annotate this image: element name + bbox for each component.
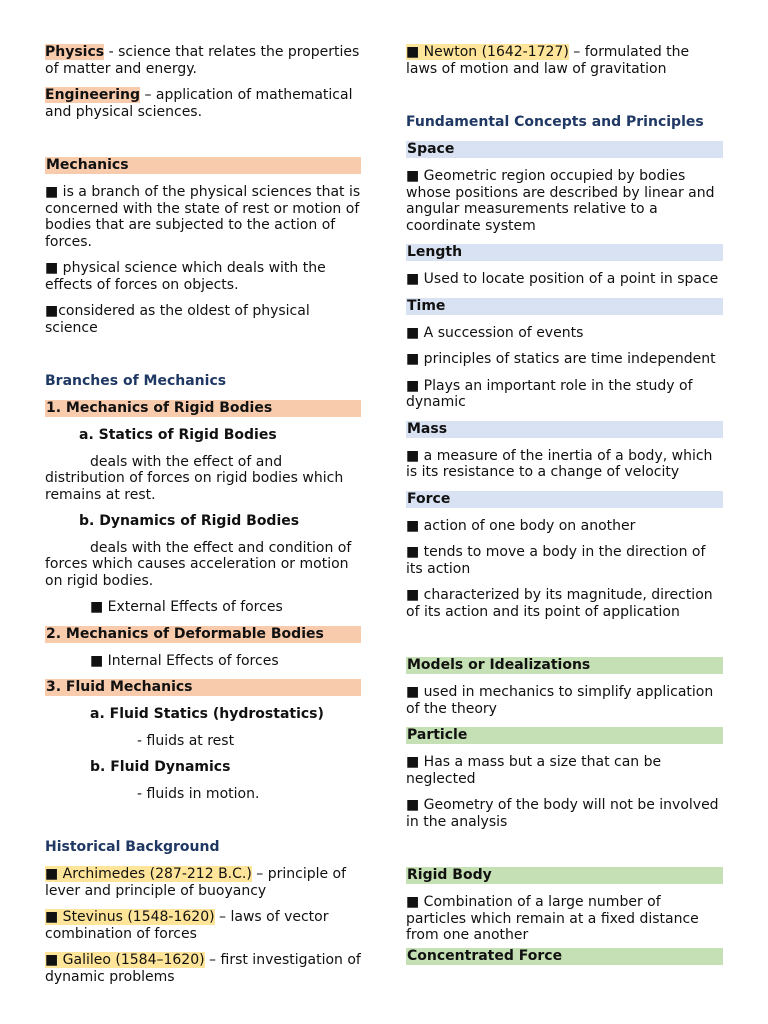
rigid-body-bullet: ■ Combination of a large number of particles which remain at a fixed distance from one another [406,894,699,943]
branch-fluid-mechanics: 3. Fluid Mechanics [45,679,361,696]
history-item-newton: ■ Newton (1642-1727) – formulated the laws of motion and law of gravitation [406,44,690,77]
spacer [406,840,723,867]
history-name: ■ Stevinus (1548-1620) [45,909,215,925]
statics-rigid-desc: deals with the effect of and distribution of forces on rigid bodies which remains at rest. [45,453,344,503]
branch-deformable-bodies: 2. Mechanics of Deformable Bodies [45,626,361,643]
history-name: ■ Archimedes (287-212 B.C.) [45,866,252,882]
fluid-statics-desc: - fluids at rest [137,732,235,749]
engineering-definition: Engineering – application of mathematical and physical sciences. [45,87,353,120]
history-name: ■ Newton (1642-1727) [406,44,569,60]
history-item: ■ Archimedes (287-212 B.C.) – principle of lever and principle of buoyancy [45,866,347,899]
statics-rigid-title: a. Statics of Rigid Bodies [79,427,277,443]
mass-title: Mass [406,421,723,438]
branches-heading: Branches of Mechanics [45,373,227,389]
internal-effects-note: ■ Internal Effects of forces [90,652,279,669]
history-heading: Historical Background [45,839,220,855]
force-bullet: ■ characterized by its magnitude, direction of its action and its point of application [406,587,713,620]
branch-rigid-bodies: 1. Mechanics of Rigid Bodies [45,400,361,417]
mechanics-bullet: ■considered as the oldest of physical science [45,303,310,336]
fluid-dynamics-title: b. Fluid Dynamics [90,759,231,775]
physics-term: Physics [45,44,105,60]
mechanics-bullet: ■ physical science which deals with the effects of forces on objects. [45,260,326,293]
length-title: Length [406,244,723,261]
left-column [45,44,361,995]
fluid-dynamics-desc: - fluids in motion. [137,785,260,802]
time-bullet: ■ principles of statics are time independent [406,351,716,367]
space-bullet: ■ Geometric region occupied by bodies whose positions are described by linear and angular measurements relative to a coordinate system [406,168,715,234]
spacer [406,630,723,657]
history-item: ■ Galileo (1584–1620) – first investigation of dynamic problems [45,952,361,985]
history-name: ■ Galileo (1584–1620) [45,952,205,968]
particle-title: Particle [406,727,723,744]
dynamics-rigid-desc: deals with the effect and condition of forces which causes acceleration or motion on rigid bodies. [45,539,352,589]
physics-definition: Physics - science that relates the properties of matter and energy. [45,44,360,77]
spacer [45,812,361,839]
spacer [45,130,361,157]
concentrated-force-title: Concentrated Force [406,948,723,965]
force-title: Force [406,491,723,508]
force-bullet: ■ action of one body on another [406,517,636,534]
time-bullet: ■ A succession of events [406,324,584,341]
spacer [45,346,361,373]
time-bullet: ■ Plays an important role in the study of dynamic [406,377,693,410]
rigid-body-title: Rigid Body [406,867,723,884]
force-bullet: ■ tends to move a body in the direction of its action [406,544,706,577]
fundamentals-heading: Fundamental Concepts and Principles [406,114,704,130]
particle-bullet: ■ Has a mass but a size that can be neglected [406,754,662,787]
time-title: Time [406,298,723,315]
engineering-term: Engineering [45,87,140,103]
mechanics-bullet: ■ is a branch of the physical sciences that is concerned with the state of rest or motion of bodies that are subjected to the action of forces. [45,184,361,250]
length-bullet: ■ Used to locate position of a point in space [406,271,719,287]
mass-bullet: ■ a measure of the inertia of a body, which is its resistance to a change of velocity [406,447,713,480]
mechanics-title: Mechanics [45,157,361,174]
models-bullet: ■ used in mechanics to simplify application of the theory [406,684,714,717]
external-effects-note: ■ External Effects of forces [90,599,283,615]
spacer [406,87,723,114]
dynamics-rigid-title: b. Dynamics of Rigid Bodies [79,513,300,529]
fluid-statics-title: a. Fluid Statics (hydrostatics) [90,706,324,722]
space-title: Space [406,141,723,158]
history-item: ■ Stevinus (1548-1620) – laws of vector combination of forces [45,909,329,942]
right-column [406,44,723,975]
models-title: Models or Idealizations [406,657,723,674]
particle-bullet: ■ Geometry of the body will not be involved in the analysis [406,797,719,830]
